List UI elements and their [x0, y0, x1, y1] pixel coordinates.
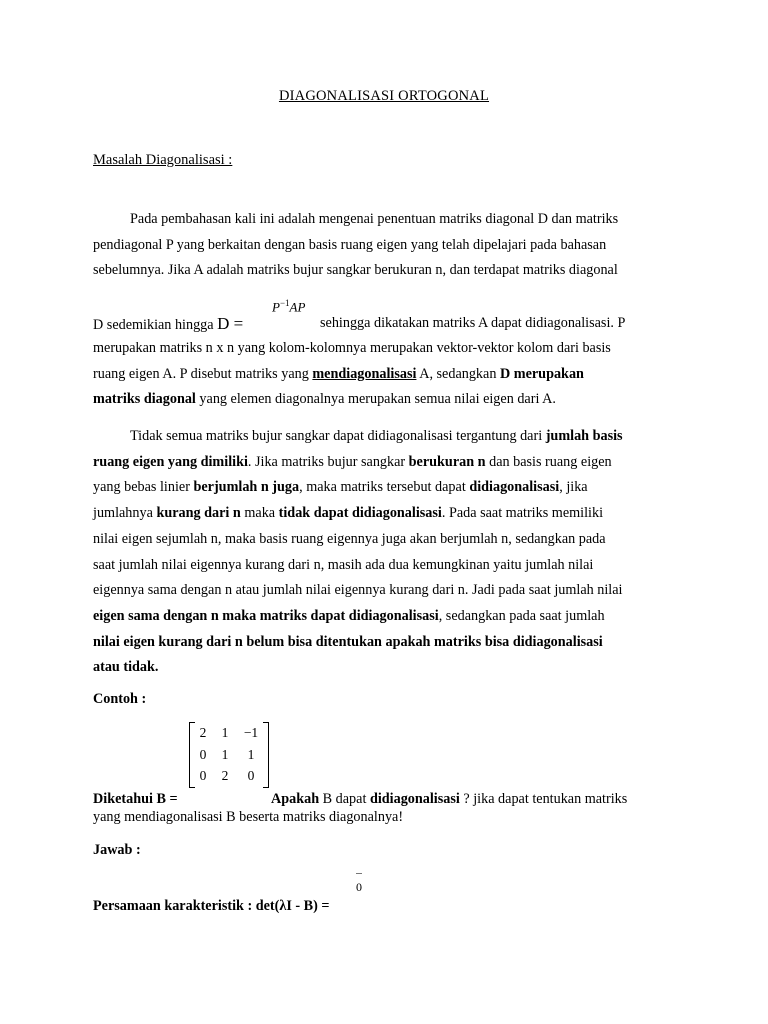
text-line: pendiagonal P yang berkaitan dengan basis ruang eigen yang telah dipelajari pada bahasan	[93, 236, 607, 253]
text-line: saat jumlah nilai eigennya kurang dari n, masih ada dua kemungkinan yaitu jumlah nilai	[93, 556, 594, 573]
emphasis: jumlah basis	[545, 428, 623, 444]
question-line-2: yang mendiagonalisasi B beserta matriks diagonalnya!	[93, 809, 404, 825]
formula-p: P	[272, 299, 280, 315]
text-line: ruang eigen A. P disebut matriks yang mendiagonalisasi A, sedangkan D merupakan	[93, 365, 584, 382]
small-zero: 0	[356, 880, 362, 894]
emphasis: Apakah	[271, 791, 320, 807]
matrix-cell: 1	[247, 747, 255, 762]
text-segment: D sedemikian hingga	[93, 317, 218, 333]
matrix-cell: −1	[243, 725, 259, 740]
example-label: Contoh :	[93, 691, 147, 707]
text-line: merupakan matriks n x n yang kolom-kolomnya merupakan vektor-vektor kolom dari basis	[93, 340, 611, 356]
text-line: nilai eigen sejumlah n, maka basis ruang eigennya juga akan berjumlah n, sedangkan pada	[93, 530, 606, 547]
formula-p-inverse-ap	[272, 298, 305, 315]
emphasis: ruang eigen yang dimiliki	[93, 453, 248, 470]
emphasis: berjumlah n juga	[193, 479, 300, 496]
emphasis: matriks diagonal	[93, 391, 196, 408]
text-line: sebelumnya. Jika A adalah matriks bujur sangkar berukuran n, dan terdapat matriks diagonal	[93, 262, 618, 279]
text-line: eigennya sama dengan n atau jumlah nilai eigennya kurang dari n. Jadi pada saat jumlah nilai	[93, 582, 623, 599]
emphasis: tidak dapat didiagonalisasi	[278, 505, 442, 522]
overline-mark	[356, 873, 362, 874]
text-line: matriks diagonal yang elemen diagonalnya merupakan semua nilai eigen dari A.	[93, 391, 556, 408]
page-title: DIAGONALISASI ORTOGONAL	[278, 88, 490, 104]
emphasis: didiagonalisasi	[369, 791, 460, 807]
formula-line	[93, 314, 243, 334]
formula-ap: AP	[289, 299, 306, 315]
matrix-cell: 0	[247, 768, 255, 783]
emphasis: berukuran n	[408, 453, 486, 470]
question-line	[93, 791, 178, 808]
text-segment: sehingga dikatakan matriks A dapat didiagonalisasi. P	[320, 315, 626, 331]
text-line: jumlahnya kurang dari n maka tidak dapat didiagonalisasi. Pada saat matriks memiliki	[93, 505, 604, 522]
matrix-cell: 1	[221, 747, 229, 762]
jawab-label: Jawab :	[93, 842, 141, 858]
text-line: ruang eigen yang dimiliki. Jika matriks bujur sangkar berukuran n dan basis ruang eigen	[93, 453, 612, 470]
emphasis: mendiagonalisasi	[312, 365, 417, 382]
matrix-cell: 2	[221, 768, 229, 783]
matrix-cell: 0	[199, 747, 207, 762]
text-line: nilai eigen kurang dari n belum bisa ditentukan apakah matriks bisa didiagonalisasi	[93, 633, 603, 650]
diketahui-label: Diketahui B =	[93, 791, 178, 807]
formula-exponent: −1	[279, 298, 290, 308]
characteristic-equation: Persamaan karakteristik : det(λI - B) =	[93, 898, 330, 914]
matrix-cell: 2	[199, 725, 207, 740]
matrix-cell: 0	[199, 768, 207, 783]
paragraph-1-cont	[93, 336, 675, 413]
matrix-cell: 1	[221, 725, 229, 740]
text-line: Pada pembahasan kali ini adalah mengenai penentuan matriks diagonal D dan matriks	[130, 211, 619, 227]
section-heading: Masalah Diagonalisasi :	[93, 152, 233, 168]
paragraph-1	[93, 207, 675, 284]
emphasis: D merupakan	[499, 365, 584, 382]
text-line: eigen sama dengan n maka matriks dapat didiagonalisasi, sedangkan pada saat jumlah	[93, 607, 605, 624]
matrix-right-bracket	[263, 722, 269, 788]
text-line: atau tidak.	[93, 659, 159, 676]
matrix-b	[189, 722, 269, 788]
text-line: Tidak semua matriks bujur sangkar dapat didiagonalisasi tergantung dari jumlah basis	[130, 428, 623, 444]
emphasis: kurang dari n	[156, 505, 241, 522]
text-line: yang bebas linier berjumlah n juga, maka matriks tersebut dapat didiagonalisasi, jika	[93, 479, 588, 496]
emphasis: didiagonalisasi	[469, 479, 560, 496]
question-line-cont: Apakah B dapat didiagonalisasi ? jika dapat tentukan matriks	[271, 791, 628, 807]
emphasis: eigen sama dengan n maka matriks dapat didiagonalisasi	[93, 607, 439, 624]
formula-d-equals: D =	[217, 314, 244, 333]
paragraph-2	[93, 424, 675, 681]
